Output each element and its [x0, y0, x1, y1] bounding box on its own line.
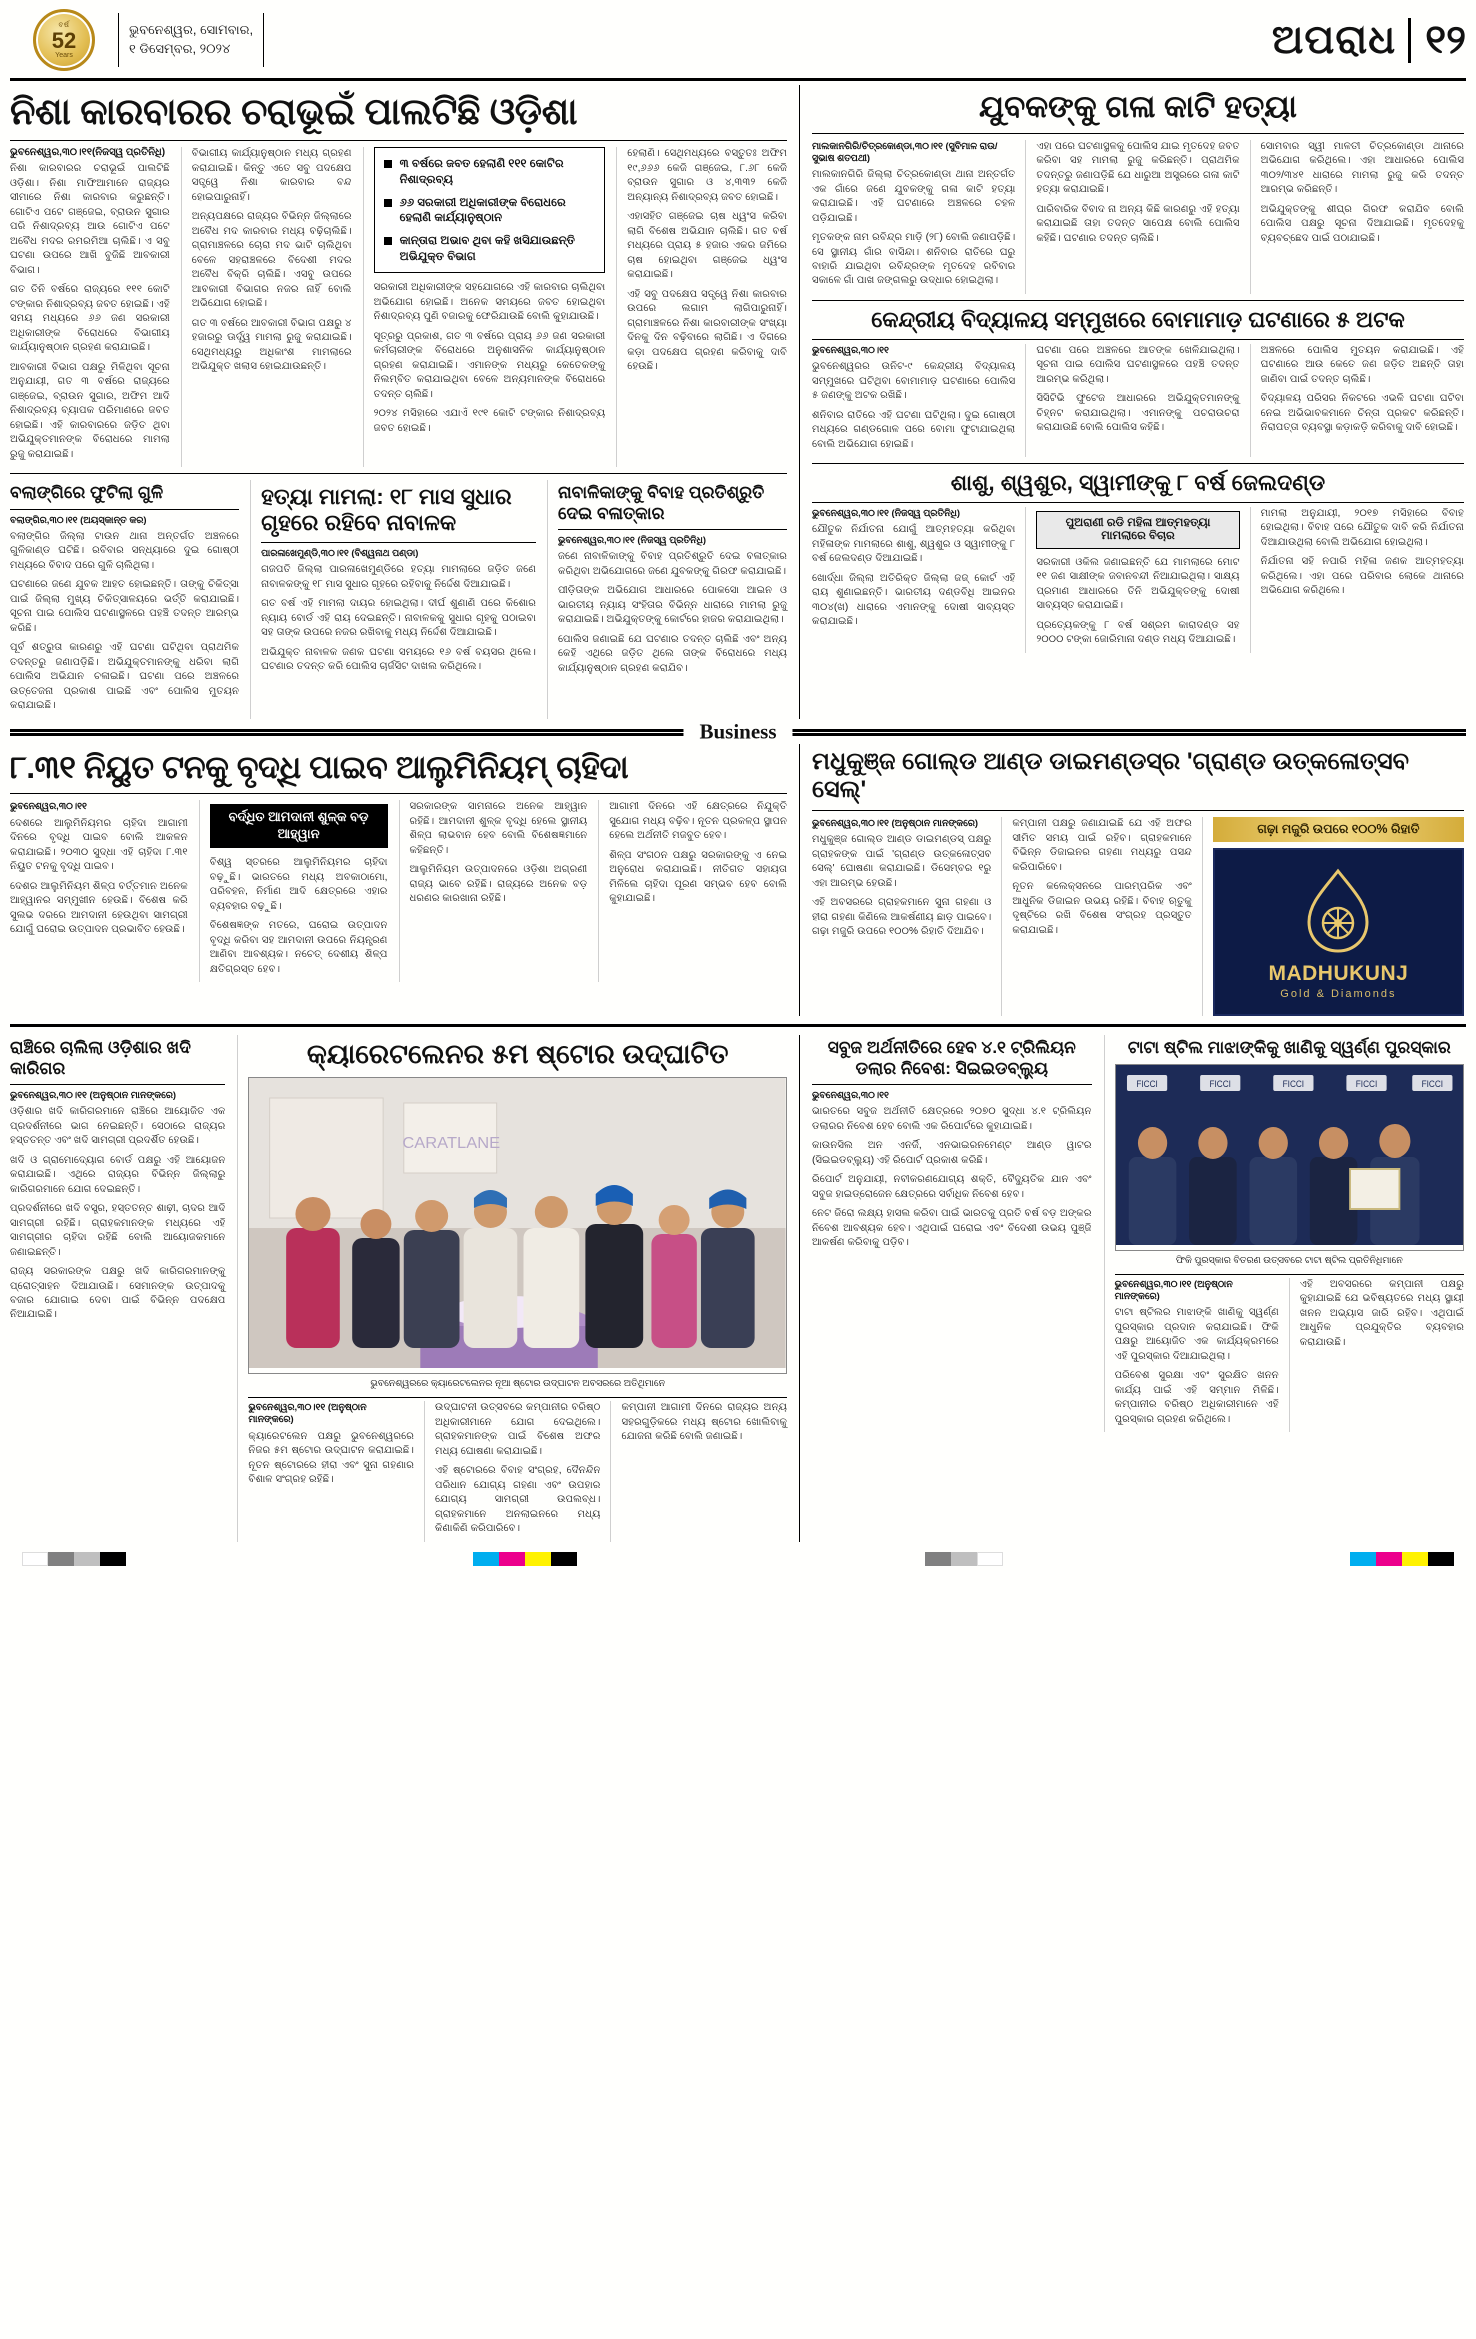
colorbar-swatch: [525, 1552, 551, 1566]
business-section-divider: [10, 719, 1466, 744]
sub-story-headline: ହତ୍ୟା ମାମଲା: ୧୮ ମାସ ସୁଧାର ଗୃହରେ ରହିବେ ନାବାଳକ: [261, 484, 512, 536]
tata-headline: ଟାଟା ଷ୍ଟିଲ ମାଝାଙ୍କିକୁ ଖାଣିକୁ ସ୍ୱର୍ଣ୍ଣ ପୁରସ୍କାର: [1127, 1038, 1451, 1058]
right-story-para: ନିର୍ଯାତନା ସହି ନପାରି ମହିଳା ଜଣକ ଆତ୍ମହତ୍ୟା କରିଥିଲେ। ଏହା ପରେ ପରିବାର ଲୋକେ ଥାନାରେ ଅଭିଯୋଗ କରିଥିଲେ।: [1260, 556, 1464, 597]
caratlane-dateline: ଭୁବନେଶ୍ୱର,୩୦।୧୧ (ଅନୁଷ୍ଠାନ ମାନଙ୍କରେ): [248, 1401, 367, 1425]
colorbar-swatch: [74, 1552, 100, 1566]
sub-story-para: ପୋଲିସ ଜଣାଇଛି ଯେ ଘଟଣାର ତଦନ୍ତ ଚାଲିଛି ଏବଂ ଅନ୍ୟ କେହି ଏଥିରେ ଜଡ଼ିତ ଥିଲେ ତାଙ୍କ ବିରୋଧରେ ମଧ୍ୟ କାର୍ଯ୍ୟାନୁଷ୍ଠାନ ଗ୍ରହଣ କରାଯିବ।: [557, 633, 787, 674]
right-lead-dateline: ମାଲକାନଗିରି/ଚିତ୍ରକୋଣ୍ଡା,୩୦।୧୧ (ସୁବିମାଳ ରାଉ/ସୁଭାଷ ଶତପଥୀ): [812, 139, 998, 163]
ad-offer-strip: ଗଢ଼ା ମଜୁରି ଉପରେ ୧୦୦% ରିହାତି: [1213, 817, 1464, 842]
sub-story-headline: ବଲାଙ୍ଗିରେ ଫୁଟିଲା ଗୁଳି: [10, 483, 164, 503]
colorbar-swatch: [551, 1552, 577, 1566]
lead-bullet: କାନ୍ତାରା ଅଭାବ ଥିବା କହି ଖସିଯାଉଛନ୍ତି ଅଭିଯୁକ୍ତ ବିଭାଗ: [384, 233, 596, 264]
right-story-para: ସରକାରୀ ଓକିଲ ଜଣାଇଛନ୍ତି ଯେ ମାମଲାରେ ମୋଟ ୧୧ ଜଣ ସାକ୍ଷୀଙ୍କ ଜବାନବନ୍ଦୀ ନିଆଯାଇଥିଲା। ସାକ୍ଷ୍ୟ ପ୍ରମାଣ ଆଧାରରେ ତିନି ଅଭିଯୁକ୍ତଙ୍କୁ ଦୋଷୀ ସାବ୍ୟସ୍ତ କରାଯାଇଛି।: [1036, 556, 1240, 612]
business-left-para: ଆଗାମୀ ଦିନରେ ଏହି କ୍ଷେତ୍ରରେ ନିଯୁକ୍ତି ସୁଯୋଗ ମଧ୍ୟ ବଢ଼ିବ। ନୂତନ ପ୍ରକଳ୍ପ ସ୍ଥାପନ ହେଲେ ଅର୍ଥନୀତି ମଜବୁତ ହେବ।: [609, 801, 787, 842]
tata-para: ଏହି ଅବସରରେ କମ୍ପାନୀ ପକ୍ଷରୁ କୁହାଯାଇଛି ଯେ ଭବିଷ୍ୟତରେ ମଧ୍ୟ ସ୍ଥାୟୀ ଖନନ ଅଭ୍ୟାସ ଜାରି ରହିବ। ଏଥିପାଇଁ ଆଧୁନିକ ପ୍ରଯୁକ୍ତିର ବ୍ୟବହାର କରାଯାଉଛି।: [1299, 1278, 1464, 1348]
business-left-para: ଦେଶର ଆଲୁମିନିୟମ ଶିଳ୍ପ ବର୍ତ୍ତମାନ ଅନେକ ଆହ୍ୱାନର ସମ୍ମୁଖୀନ ହେଉଛି। ବିଶେଷ କରି ସୁଲଭ ଦରରେ ଆମଦାନୀ ହେଉଥିବା ସାମଗ୍ରୀ ଯୋଗୁଁ ଘରୋଇ ଉତ୍ପାଦନ ପ୍ରଭାବିତ ହେଉଛି।: [10, 880, 188, 935]
caratlane-para: କମ୍ପାନୀ ଆଗାମୀ ଦିନରେ ରାଜ୍ୟର ଅନ୍ୟ ସହରଗୁଡ଼ିକରେ ମଧ୍ୟ ଷ୍ଟୋର ଖୋଲିବାକୁ ଯୋଜନା କରିଛି ବୋଲି ଜଣାଇଛି।: [621, 1402, 788, 1443]
sub-story-dateline: ପାରଳାଖେମୁଣ୍ଡି,୩୦।୧୧ (ବିଶ୍ୱନାଥ ପଣ୍ଡା): [261, 547, 419, 559]
lead-para: ଅନ୍ୟପକ୍ଷରେ ରାଜ୍ୟର ବିଭିନ୍ନ ଜିଲ୍ଲାରେ ଅବୈଧ ମଦ କାରବାର ମଧ୍ୟ ବଢ଼ିଚାଲିଛି। ଗ୍ରାମାଞ୍ଚଳରେ ଚୋରା ମଦ ଭାଟି ଚାଲିଥିବା ବେଳେ ସହରାଞ୍ଚଳରେ ବିଦେଶୀ ମଦର ଅବୈଧ ବିକ୍ରି ଚାଲିଛି। ଏସବୁ ଉପରେ ଆବକାରୀ ବିଭାଗର ନଜର ନାହିଁ ବୋଲି ଅଭିଯୋଗ ହୋଇଛି।: [191, 211, 352, 310]
colorbar-group-center: [473, 1552, 577, 1566]
lead-headline: ନିଶା କାରବାରର ଚରାଭୂଇଁ ପାଲଟିଛି ଓଡ଼ିଶା: [10, 91, 578, 132]
sub-story-dateline: ବଲାଙ୍ଗିର,୩୦।୧୧ (ଅୟସ୍କାନ୍ତ କର): [10, 513, 147, 525]
green-economy-headline: ସବୁଜ ଅର୍ଥନୀତିରେ ହେବ ୪.୧ ଟ୍ରିଲିୟନ ଡଲାର ନିବେଶ: ସିଇଇଡବ୍ଲ୍ୟୁ: [827, 1038, 1076, 1078]
tata-award-photo: [1115, 1064, 1464, 1251]
right-story-para: ଖୋର୍ଦ୍ଧା ଜିଲ୍ଲା ଅତିରିକ୍ତ ଜିଲ୍ଲା ଜଜ୍ କୋର୍ଟ ଏହି ରାୟ ଶୁଣାଇଛନ୍ତି। ଭାରତୀୟ ଦଣ୍ଡବିଧି ଆଇନର ୩୦୪(ଖ) ଧାରାରେ ଏମାନଙ୍କୁ ଦୋଷୀ ସାବ୍ୟସ୍ତ କରାଯାଇଛି।: [812, 572, 1016, 628]
right-lead-para: ଅଭିଯୁକ୍ତଙ୍କୁ ଶୀଘ୍ର ଗିରଫ କରାଯିବ ବୋଲି ପୋଲିସ ପକ୍ଷରୁ ସୂଚନା ଦିଆଯାଇଛି। ମୃତଦେହକୁ ବ୍ୟବଚ୍ଛେଦ ପାଇଁ ପଠାଯାଇଛି।: [1260, 203, 1464, 244]
khadi-para: ଓଡ଼ିଶାର ଖଦି କାରିଗରମାନେ ରାଞ୍ଚିରେ ଆୟୋଜିତ ଏକ ପ୍ରଦର୍ଶନୀରେ ଭାଗ ନେଇଛନ୍ତି। ସେଠାରେ ରାଜ୍ୟର ହସ୍ତତନ୍ତ ଏବଂ ଖଦି ସାମଗ୍ରୀ ପ୍ରଦର୍ଶିତ ହେଉଛି।: [10, 1106, 226, 1147]
right-story-dateline: ଭୁବନେଶ୍ୱର,୩୦।୧୧: [812, 343, 889, 355]
colorbar-swatch: [100, 1552, 126, 1566]
sub-story-para: ବଲାଙ୍ଗିର ଜିଲ୍ଲା ଟାଉନ ଥାନା ଅନ୍ତର୍ଗତ ଅଞ୍ଚଳରେ ଗୁଳିକାଣ୍ଡ ଘଟିଛି। ରବିବାର ସନ୍ଧ୍ୟାରେ ଦୁଇ ଗୋଷ୍ଠୀ ମଧ୍ୟରେ ବିବାଦ ପରେ ଗୁଳି ଚାଲିଥିଲା।: [10, 530, 240, 571]
right-lead-para: ମାଲକାନଗିରି ଜିଲ୍ଲା ଚିତ୍ରକୋଣ୍ଡା ଥାନା ଅନ୍ତର୍ଗତ ଏକ ଗାଁରେ ଜଣେ ଯୁବକଙ୍କୁ ଗଳା କାଟି ହତ୍ୟା କରାଯାଇଛି। ଏହି ଘଟଣାରେ ଅଞ୍ଚଳରେ ଚହଳ ପଡ଼ିଯାଇଛି।: [812, 169, 1016, 224]
right-lead-para: ପାରିବାରିକ ବିବାଦ ନା ଅନ୍ୟ କିଛି କାରଣରୁ ଏହି ହତ୍ୟା କରାଯାଇଛି ତାହା ତଦନ୍ତ ସାପେକ୍ଷ ବୋଲି ପୋଲିସ କହିଛି। ଘଟଣାର ତଦନ୍ତ ଚାଲିଛି।: [1036, 203, 1240, 244]
sub-story-para: ଗଜପତି ଜିଲ୍ଲା ପାରଳାଖେମୁଣ୍ଡିରେ ହତ୍ୟା ମାମଲାରେ ଜଡ଼ିତ ଜଣେ ନାବାଳକଙ୍କୁ ୧୮ ମାସ ସୁଧାର ଗୃହରେ ରହିବାକୁ ନିର୍ଦ୍ଦେଶ ଦିଆଯାଇଛି।: [261, 564, 536, 590]
lead-para: ବିଭାଗୀୟ କାର୍ଯ୍ୟାନୁଷ୍ଠାନ ମଧ୍ୟ ଗ୍ରହଣ କରାଯାଇଛି। କିନ୍ତୁ ଏତେ ସବୁ ପଦକ୍ଷେପ ସତ୍ତ୍ୱେ ନିଶା କାରବାର ବନ୍ଦ ହୋଇପାରୁନାହିଁ।: [191, 148, 352, 203]
business-right: [800, 744, 1464, 1017]
lead-bullet: ୬୬ ସରକାରୀ ଅଧିକାରୀଙ୍କ ବିରୋଧରେ ହେଲାଣି କାର୍ଯ୍ୟାନୁଷ୍ଠାନ: [384, 195, 596, 226]
green-economy-dateline: ଭୁବନେଶ୍ୱର,୩୦।୧୧: [812, 1088, 889, 1100]
svg-text:FICCI: FICCI: [1282, 1078, 1304, 1089]
lead-bullet: ୩ ବର୍ଷରେ ଜବତ ହେଲାଣି ୧୧୧ କୋଟିର ନିଶାଦ୍ରବ୍ୟ: [384, 156, 596, 187]
colorbar-swatch: [1428, 1552, 1454, 1566]
top-area: [10, 85, 1466, 719]
caratlane-para: ଉଦ୍‌ଘାଟନୀ ଉତ୍ସବରେ କମ୍ପାନୀର ବରିଷ୍ଠ ଅଧିକାରୀମାନେ ଯୋଗ ଦେଇଥିଲେ। ଗ୍ରାହକମାନଙ୍କ ପାଇଁ ବିଶେଷ ଅଫର ମଧ୍ୟ ଘୋଷଣା କରାଯାଇଛି।: [434, 1402, 601, 1457]
right-story-para: ଘଟଣା ପରେ ଅଞ୍ଚଳରେ ଆତଙ୍କ ଖେଳିଯାଇଥିଲା। ସୂଚନା ପାଇ ପୋଲିସ ଘଟଣାସ୍ଥଳରେ ପହଞ୍ଚି ତଦନ୍ତ ଆରମ୍ଭ କରିଥିଲା।: [1036, 344, 1240, 385]
medal-number: 52: [51, 27, 77, 53]
caratlane-para: ଏହି ଷ୍ଟୋରରେ ବିବାହ ସଂଗ୍ରହ, ଦୈନନ୍ଦିନ ପରିଧାନ ଯୋଗ୍ୟ ଗହଣା ଏବଂ ଉପହାର ଯୋଗ୍ୟ ସାମଗ୍ରୀ ଉପଲବ୍ଧ। ଗ୍ରାହକମାନେ ଅନଲାଇନରେ ମଧ୍ୟ କିଣାକିଣି କରିପାରିବେ।: [434, 1465, 601, 1535]
business-right-headline: ମଧୁକୁଞ୍ଜ ଗୋଲ୍ଡ ଆଣ୍ଡ ଡାଇମଣ୍ଡସ୍‌ର 'ଗ୍ରାଣ୍ଡ ଉତ୍କଳୋତ୍ସବ ସେଲ୍': [812, 747, 1410, 803]
right-stack: [800, 85, 1464, 719]
right-story-para: ମାମଲା ଅନୁଯାୟୀ, ୨୦୧୭ ମସିହାରେ ବିବାହ ହୋଇଥିଲା। ବିବାହ ପରେ ଯୌତୁକ ଦାବି କରି ନିର୍ଯାତନା ଦିଆଯାଉଥିଲା ବୋଲି ଅଭିଯୋଗ ହୋଇଥିଲା।: [1260, 507, 1464, 548]
masthead-date: ୧ ଡିସେମ୍ବର, ୨୦୨୪: [129, 41, 231, 56]
lead-para: ଗତ ୩ ବର୍ଷରେ ଆବକାରୀ ବିଭାଗ ପକ୍ଷରୁ ୪ ହଜାରରୁ ଊର୍ଦ୍ଧ୍ୱ ମାମଲା ରୁଜୁ କରାଯାଇଛି। ସେଥିମଧ୍ୟରୁ ଅଧିକାଂଶ ମାମଲାରେ ଅଭିଯୁକ୍ତ ଖଲାସ ହୋଇଯାଉଛନ୍ତି।: [191, 317, 352, 373]
right-story-para: ଭୁବନେଶ୍ୱରର ଉନିଟ-୯ କେନ୍ଦ୍ରୀୟ ବିଦ୍ୟାଳୟ ସମ୍ମୁଖରେ ଘଟିଥିବା ବୋମାମାଡ଼ ଘଟଣାରେ ପୋଲିସ ୫ ଜଣଙ୍କୁ ଅଟକ ରଖିଛି।: [812, 361, 1016, 402]
right-story-headline: କେନ୍ଦ୍ରୀୟ ବିଦ୍ୟାଳୟ ସମ୍ମୁଖରେ ବୋମାମାଡ଼ ଘଟଣାରେ ୫ ଅଟକ: [871, 306, 1405, 332]
business-left-para: ଆଲୁମିନିୟମ ଉତ୍ପାଦନରେ ଓଡ଼ିଶା ଅଗ୍ରଣୀ ରାଜ୍ୟ ଭାବେ ରହିଛି। ରାଜ୍ୟରେ ଅନେକ ବଡ଼ ଧରଣର କାରଖାନା ରହିଛି।: [409, 864, 588, 905]
business-left-para: ବିଶ୍ୱ ସ୍ତରରେ ଆଲୁମିନିୟମର ଚାହିଦା ବଢ଼ୁଛି। ଭାରତରେ ମଧ୍ୟ ଅବକାଠାମୋ, ପରିବହନ, ନିର୍ମାଣ ଆଦି କ୍ଷେତ୍ରରେ ଏହାର ବ୍ୟବହାର ବଢ଼ୁଛି।: [209, 857, 388, 912]
caratlane-photo: [248, 1077, 787, 1374]
lead-dateline: ଭୁବନେଶ୍ୱର,୩୦।୧୧(ନିଜସ୍ୱ ପ୍ରତିନିଧି): [10, 147, 166, 159]
sub-story-3: [547, 480, 787, 718]
lead-para: ଏହି ସବୁ ପଦକ୍ଷେପ ସତ୍ତ୍ୱେ ନିଶା କାରବାର ଉପରେ ଲଗାମ ଲାଗିପାରୁନାହିଁ। ଗ୍ରାମାଞ୍ଚଳରେ ନିଶା କାରବାରୀଙ୍କ ସଂଖ୍ୟା ଦିନକୁ ଦିନ ବଢ଼ିବାରେ ଲାଗିଛି। ଏ ଦିଗରେ କଡ଼ା ପଦକ୍ଷେପ ଗ୍ରହଣ କରିବାକୁ ଦାବି ହେଉଛି।: [627, 288, 788, 373]
right-story-dateline: ଭୁବନେଶ୍ୱର,୩୦।୧୧ (ନିଜସ୍ୱ ପ୍ରତିନିଧି): [812, 506, 961, 518]
business-right-para: ମଧୁକୁଞ୍ଜ ଗୋଲ୍ଡ ଆଣ୍ଡ ଡାଇମଣ୍ଡସ୍ ପକ୍ଷରୁ ଗ୍ରାହକଙ୍କ ପାଇଁ 'ଗ୍ରାଣ୍ଡ ଉତ୍କଳୋତ୍ସବ ସେଲ୍' ଘୋଷଣା କରାଯାଇଛି। ଡିସେମ୍ବର ୧ରୁ ଏହା ଆରମ୍ଭ ହେଉଛି।: [812, 834, 992, 889]
sub-story-para: ଗତ ବର୍ଷ ଏହି ମାମଲା ଦାୟର ହୋଇଥିଲା। ଦୀର୍ଘ ଶୁଣାଣି ପରେ କିଶୋର ନ୍ୟାୟ ବୋର୍ଡ ଏହି ରାୟ ଦେଇଛନ୍ତି। ନାବାଳକକୁ ସୁଧାର ଗୃହକୁ ପଠାଇବା ସହ ତାଙ୍କ ଉପରେ ନଜର ରଖିବାକୁ ମଧ୍ୟ ନିର୍ଦ୍ଦେଶ ଦିଆଯାଇଛି।: [261, 598, 536, 639]
colorbar-swatch: [473, 1552, 499, 1566]
lead-para: ହେଲାଣି। ସେଥିମଧ୍ୟରେ ବସ୍ତୁତଃ ଅଫିମ ୧୯,୬୬୬ କେଜି ଗଞ୍ଜେଇ, ୮.୬୮ କେଜି ବ୍ରାଉନ ସୁଗାର ଓ ୪,୩୩୨ କେଜି ଅନ୍ୟାନ୍ୟ ନିଶାଦ୍ରବ୍ୟ ଜବତ ହୋଇଛି।: [627, 148, 788, 203]
khadi-para: ରାଜ୍ୟ ସରକାରଙ୍କ ପକ୍ଷରୁ ଖଦି କାରିଗରମାନଙ୍କୁ ପ୍ରୋତ୍ସାହନ ଦିଆଯାଉଛି। ସେମାନଙ୍କ ଉତ୍ପାଦକୁ ବଜାର ଯୋଗାଇ ଦେବା ପାଇଁ ବିଭିନ୍ନ ପଦକ୍ଷେପ ନିଆଯାଇଛି।: [10, 1266, 226, 1321]
business-right-para: କମ୍ପାନୀ ପକ୍ଷରୁ ଜଣାଯାଇଛି ଯେ ଏହି ଅଫର ସୀମିତ ସମୟ ପାଇଁ ରହିବ। ଗ୍ରାହକମାନେ ବିଭିନ୍ନ ଡିଜାଇନର ଗହଣା ମଧ୍ୟରୁ ପସନ୍ଦ କରିପାରିବେ।: [1012, 818, 1192, 873]
lead-bullet-box: [374, 147, 606, 273]
business-left-para: ସରକାରଙ୍କ ସାମନାରେ ଅନେକ ଆହ୍ୱାନ ରହିଛି। ଆମଦାନୀ ଶୁଳ୍କ ବୃଦ୍ଧି ହେଲେ ସ୍ଥାନୀୟ ଶିଳ୍ପ ଲାଭବାନ ହେବ ବୋଲି ବିଶେଷଜ୍ଞମାନେ କହିଛନ୍ତି।: [409, 801, 588, 856]
story-green-economy: [812, 1035, 1092, 1432]
business-left-headline: ୮.୩୧ ନିୟୁତ ଟନକୁ ବୃଦ୍ଧି ପାଇବ ଆଲୁମିନିୟମ୍ ଚାହିଦା: [10, 748, 629, 785]
lead-para: ଗତ ତିନି ବର୍ଷରେ ରାଜ୍ୟରେ ୧୧୧ କୋଟି ଟଙ୍କାର ନିଶାଦ୍ରବ୍ୟ ଜବତ ହୋଇଛି। ଏହି ସମୟ ମଧ୍ୟରେ ୬୬ ଜଣ ସରକାରୀ ଅଧିକାରୀଙ୍କ ବିରୋଧରେ ବିଭାଗୀୟ କାର୍ଯ୍ୟାନୁଷ୍ଠାନ ଗ୍ରହଣ କରାଯାଇଛି।: [10, 284, 170, 354]
right-story-bomb: [812, 307, 1464, 457]
colorbar-swatch: [1376, 1552, 1402, 1566]
svg-text:FICCI: FICCI: [1421, 1078, 1443, 1089]
sub-story-para: ଅଭିଯୁକ୍ତ ନାବାଳକ ଜଣକ ଘଟଣା ସମୟରେ ୧୬ ବର୍ଷ ବୟସର ଥିଲେ। ଘଟଣାର ତଦନ୍ତ କରି ପୋଲିସ ଚାର୍ଜସିଟ ଦାଖଲ କରିଥିଲେ।: [261, 646, 536, 673]
bottom-area: [10, 1035, 1466, 1541]
colorbar-swatch: [925, 1552, 951, 1566]
sub-story-para: ଘଟଣାରେ ଜଣେ ଯୁବକ ଆହତ ହୋଇଛନ୍ତି। ତାଙ୍କୁ ଚିକିତ୍ସା ପାଇଁ ଜିଲ୍ଲା ମୁଖ୍ୟ ଚିକିତ୍ସାଳୟରେ ଭର୍ତ୍ତି କରାଯାଇଛି। ସୂଚନା ପାଇ ପୋଲିସ ଘଟଣାସ୍ଥଳରେ ପହଞ୍ଚି ତଦନ୍ତ ଆରମ୍ଭ କରିଛି।: [10, 579, 240, 634]
sub-story-1: [10, 480, 239, 718]
right-story-sentence: [812, 470, 1464, 653]
right-lead-col-1: [812, 140, 1015, 294]
caratlane-headline: କ୍ୟାରେଟଲେନର ୫ମ ଷ୍ଟୋର ଉଦ୍‌ଘାଟିତ: [306, 1039, 729, 1070]
colorbar-swatch: [499, 1552, 525, 1566]
green-economy-para: ରିପୋର୍ଟ ଅନୁଯାୟୀ, ନବୀକରଣଯୋଗ୍ୟ ଶକ୍ତି, ବୈଦ୍ୟୁତିକ ଯାନ ଏବଂ ସବୁଜ ହାଇଡ୍ରୋଜେନ କ୍ଷେତ୍ରରେ ସର୍ବାଧିକ ନିବେଶ ହେବ।: [812, 1174, 1092, 1200]
business-left-dateline: ଭୁବନେଶ୍ୱର,୩୦।୧୧: [10, 800, 87, 812]
colorbar-swatch: [1350, 1552, 1376, 1566]
bottom-right-block: [800, 1035, 1464, 1541]
khadi-para: ଖଦି ଓ ଗ୍ରାମୋଦ୍ୟୋଗ ବୋର୍ଡ ପକ୍ଷରୁ ଏହି ଆୟୋଜନ କରାଯାଇଛି। ଏଥିରେ ରାଜ୍ୟର ବିଭିନ୍ନ ଜିଲ୍ଲାରୁ କାରିଗରମାନେ ଯୋଗ ଦେଇଛନ୍ତି।: [10, 1154, 226, 1195]
colorbar-group-right: [1350, 1552, 1454, 1566]
caratlane-photo-caption: ଭୁବନେଶ୍ୱରରେ କ୍ୟାରେଟଲେନର ନୂଆ ଷ୍ଟୋର ଉଦ୍‌ଘାଟନ ଅବସରରେ ଅତିଥିମାନେ: [370, 1377, 666, 1389]
business-label: Business: [683, 720, 792, 745]
colorbar-swatch: [951, 1552, 977, 1566]
section-title: ଅପରାଧ: [1271, 17, 1397, 62]
colorbar-swatch: [1402, 1552, 1428, 1566]
right-story-para: ଶନିବାର ରାତିରେ ଏହି ଘଟଣା ଘଟିଥିଲା। ଦୁଇ ଗୋଷ୍ଠୀ ମଧ୍ୟରେ ଗଣ୍ଡଗୋଳ ପରେ ବୋମା ଫୁଟାଯାଇଥିଲା ବୋଲି ଅଭିଯୋଗ ହୋଇଛି।: [812, 409, 1016, 450]
right-lead-col-3: [1250, 140, 1464, 294]
story-khadi: [10, 1035, 225, 1541]
tata-para: ଟାଟା ଷ୍ଟିଲର ମାଝାଙ୍କି ଖାଣିକୁ ସ୍ୱର୍ଣ୍ଣ ପୁରସ୍କାର ପ୍ରଦାନ କରାଯାଇଛି। ଫିକି ପକ୍ଷରୁ ଆୟୋଜିତ ଏକ କାର୍ଯ୍ୟକ୍ରମରେ ଏହି ପୁରସ୍କାର ଦିଆଯାଇଥିଲା।: [1114, 1307, 1279, 1362]
ad-brand-name: MADHUKUNJ: [1268, 962, 1409, 986]
business-left-para: ଦେଶରେ ଆଲୁମିନିୟମର ଚାହିଦା ଆଗାମୀ ଦିନରେ ବୃଦ୍ଧି ପାଇବ ବୋଲି ଆକଳନ କରାଯାଇଛି। ୨୦୩୦ ସୁଦ୍ଧା ଏହି ଚାହିଦା ୮.୩୧ ନିୟୁତ ଟନକୁ ବୃଦ୍ଧି ପାଇବ।: [10, 817, 188, 873]
colorbar-swatch: [22, 1552, 48, 1566]
colorbar-swatch: [977, 1552, 1003, 1566]
lead-column-2: [181, 147, 352, 467]
business-area: [10, 744, 1466, 1017]
lead-para: ଏହାସହିତ ଗଞ୍ଜେଇ ଚାଷ ଧ୍ୱଂସ କରିବା ଲାଗି ବିଶେଷ ଅଭିଯାନ ଚାଲିଛି। ଗତ ବର୍ଷ ମଧ୍ୟରେ ପ୍ରାୟ ୫ ହଜାର ଏକର ଜମିରେ ଚାଷ ହୋଇଥିବା ଗଞ୍ଜେଇ ଧ୍ୱଂସ କରାଯାଇଛି।: [627, 211, 788, 281]
story-caratlane: [237, 1035, 787, 1541]
caratlane-para: କ୍ୟାରେଟଲେନ ପକ୍ଷରୁ ଭୁବନେଶ୍ୱରରେ ନିଜର ୫ମ ଷ୍ଟୋର ଉଦ୍‌ଘାଟନ କରାଯାଇଛି। ନୂତନ ଷ୍ଟୋରରେ ହୀରା ଏବଂ ସୁନା ଗହଣାର ବିଶାଳ ସଂଗ୍ରହ ରହିଛି।: [248, 1430, 414, 1486]
tata-dateline: ଭୁବନେଶ୍ୱର,୩୦।୧୧ (ଅନୁଷ୍ଠାନ ମାନଙ୍କରେ): [1114, 1277, 1233, 1301]
business-right-para: ଏହି ଅବସରରେ ଗ୍ରାହକମାନେ ସୁନା ଗହଣା ଓ ହୀରା ଗହଣା କିଣିଲେ ଆକର୍ଷଣୀୟ ଛାଡ଼ ପାଇବେ। ଗଢ଼ା ମଜୁରି ଉପରେ ୧୦୦% ରିହାତି ଦିଆଯିବ।: [812, 897, 992, 938]
color-registration-bars: [10, 1542, 1466, 1572]
right-story-kicker: ପୁଅରାଣୀ ରଡି ମହିଳା ଆତ୍ମହତ୍ୟା ମାମଲାରେ ବିଚାର: [1036, 511, 1239, 549]
svg-text:FICCI: FICCI: [1135, 1078, 1158, 1089]
lead-para: ଆବକାରୀ ବିଭାଗ ପକ୍ଷରୁ ମିଳିଥିବା ସୂଚନା ଅନୁଯାୟୀ, ଗତ ୩ ବର୍ଷରେ ରାଜ୍ୟରେ ଗଞ୍ଜେଇ, ବ୍ରାଉନ ସୁଗାର, ଅଫିମ ଆଦି ନିଶାଦ୍ରବ୍ୟ ବ୍ୟାପକ ପରିମାଣରେ ଜବତ ହୋଇଛି। ଏହି କାରବାରରେ ଜଡ଼ିତ ଥିବା ଅଭିଯୁକ୍ତମାନଙ୍କ ବିରୋଧରେ ମାମଲା ରୁଜୁ କରାଯାଇଛି।: [10, 361, 170, 460]
story-tata-steel: [1104, 1035, 1464, 1432]
right-story-para: ପ୍ରତ୍ୟେକଙ୍କୁ ୮ ବର୍ଷ ସଶ୍ରମ କାରାଦଣ୍ଡ ସହ ୨୦୦୦ ଟଙ୍କା ଜୋରିମାନା ଦଣ୍ଡ ମଧ୍ୟ ଦିଆଯାଇଛି।: [1036, 619, 1240, 646]
lead-story: [10, 85, 800, 719]
sub-story-para: ପୂର୍ବ ଶତ୍ରୁତା କାରଣରୁ ଏହି ଘଟଣା ଘଟିଥିବା ପ୍ରାଥମିକ ତଦନ୍ତରୁ ଜଣାପଡ଼ିଛି। ଅଭିଯୁକ୍ତମାନଙ୍କୁ ଧରିବା ଲାଗି ପୋଲିସ ଅଭିଯାନ ଚଳାଇଛି। ଘଟଣା ପରେ ଅଞ୍ଚଳରେ ଉତ୍ତେଜନା ପ୍ରକାଶ ପାଇଛି ଏବଂ ପୋଲିସ ମୁତୟନ କରାଯାଇଛି।: [10, 642, 240, 712]
ad-brand-tagline: Gold & Diamonds: [1280, 988, 1397, 1001]
right-story-para: ବିଦ୍ୟାଳୟ ପରିସର ନିକଟରେ ଏଭଳି ଘଟଣା ଘଟିବା ନେଇ ଅଭିଭାବକମାନେ ଚିନ୍ତା ପ୍ରକଟ କରିଛନ୍ତି। ନିରାପତ୍ତା ବ୍ୟବସ୍ଥା କଡ଼ାକଡ଼ି କରିବାକୁ ଦାବି ହୋଇଛି।: [1260, 393, 1464, 434]
lead-para: ୨୦୨୪ ମସିହାରେ ଏଯାଏଁ ୧୯୧ କୋଟି ଟଙ୍କାର ନିଶାଦ୍ରବ୍ୟ ଜବତ ହୋଇଛି।: [373, 408, 606, 434]
sub-story-2: [250, 480, 536, 718]
khadi-dateline: ଭୁବନେଶ୍ୱର,୩୦।୧୧ (ଅନୁଷ୍ଠାନ ମାନଙ୍କରେ): [10, 1088, 177, 1100]
right-lead-para: ସୋମବାର ସ୍ୱୀ ମାଳତୀ ଚିତ୍ରକୋଣ୍ଡା ଥାନାରେ ଅଭିଯୋଗ କରିଥିଲେ। ଏହା ଆଧାରରେ ପୋଲିସ ୩୦୨/୩୪୧ ଧାରାରେ ମାମଲା ରୁଜୁ କରି ତଦନ୍ତ ଆରମ୍ଭ କରିଛନ୍ତି।: [1260, 140, 1464, 196]
masthead-place: ଭୁବନେଶ୍ୱର, ସୋମବାର,: [129, 22, 254, 38]
colorbar-group-left: [22, 1552, 126, 1566]
tata-para: ପରିବେଶ ସୁରକ୍ଷା ଏବଂ ସୁରକ୍ଷିତ ଖନନ କାର୍ଯ୍ୟ ପାଇଁ ଏହି ସମ୍ମାନ ମିଳିଛି। କମ୍ପାନୀର ବରିଷ୍ଠ ଅଧିକାରୀମାନେ ଏହି ପୁରସ୍କାର ଗ୍ରହଣ କରିଥିଲେ।: [1114, 1370, 1279, 1425]
lead-column-1: [10, 147, 170, 467]
right-story-para: ଅଞ୍ଚଳରେ ପୋଲିସ ମୁତୟନ କରାଯାଇଛି। ଏହି ଘଟଣାରେ ଆଉ କେତେ ଜଣ ଜଡ଼ିତ ଅଛନ୍ତି ତାହା ଜାଣିବା ପାଇଁ ତଦନ୍ତ ଚାଲିଛି।: [1260, 344, 1464, 385]
business-left-para: ଶିଳ୍ପ ସଂଗଠନ ପକ୍ଷରୁ ସରକାରଙ୍କୁ ଏ ନେଇ ଅନୁରୋଧ କରାଯାଇଛି। ନୀତିଗତ ସହାୟତା ମିଳିଲେ ଚାହିଦା ପୂରଣ ସମ୍ଭବ ହେବ ବୋଲି କୁହାଯାଇଛି।: [609, 849, 787, 905]
lead-para: ନିଶା କାରବାରର ଚରାଭୂଇଁ ପାଲଟିଛି ଓଡ଼ିଶା। ନିଶା ମାଫିଆମାନେ ରାଜ୍ୟର ସୀମାରେ ନିଶା କାରବାର କରୁଛନ୍ତି। ଗୋଟିଏ ପଟେ ଗଞ୍ଜେଇ, ବ୍ରାଉନ ସୁଗାର ପରି ନିଶାଦ୍ରବ୍ୟ ଆଉ ଗୋଟିଏ ପଟେ ଅବୈଧ ମଦର ରମରମିଆ ଚାଲିଛି। ଏ ସବୁ ଘଟଣା ଉପରେ ଆଖି ବୁଜିଛି ଆବକାରୀ ବିଭାଗ।: [10, 163, 170, 276]
sub-story-dateline: ଭୁବନେଶ୍ୱର,୩୦।୧୧ (ନିଜସ୍ୱ ପ୍ରତିନିଧି): [557, 533, 706, 545]
right-story-para: ସିସିଟିଭି ଫୁଟେଜ ଆଧାରରେ ଅଭିଯୁକ୍ତମାନଙ୍କୁ ଚିହ୍ନଟ କରାଯାଇଥିଲା। ଏମାନଙ୍କୁ ପଚରାଉଚରା କରାଯାଉଛି ବୋଲି ପୋଲିସ କହିଛି।: [1036, 393, 1240, 434]
business-left-para: ବିଶେଷଜ୍ଞଙ୍କ ମତରେ, ଘରୋଇ ଉତ୍ପାଦନ ବୃଦ୍ଧି କରିବା ସହ ଆମଦାନୀ ଉପରେ ନିୟନ୍ତ୍ରଣ ଆଣିବା ଆବଶ୍ୟକ। ନଚେତ୍ ଦେଶୀୟ ଶିଳ୍ପ କ୍ଷତିଗ୍ରସ୍ତ ହେବ।: [209, 920, 388, 975]
bottom-left-block: [10, 1035, 800, 1541]
right-story-para: ଯୌତୁକ ନିର୍ଯାତନା ଯୋଗୁଁ ଆତ୍ମହତ୍ୟା କରିଥିବା ମହିଳାଙ୍କ ମାମଲାରେ ଶାଶୁ, ଶ୍ୱଶୁର ଓ ସ୍ୱାମୀଙ୍କୁ ୮ ବର୍ଷ ଜେଲଦଣ୍ଡ ଦିଆଯାଇଛି।: [812, 524, 1016, 565]
masthead: [10, 8, 1466, 81]
business-left: [10, 744, 800, 1017]
right-lead-headline: ଯୁବକଙ୍କୁ ଗଳା କାଟି ହତ୍ୟା: [979, 89, 1297, 124]
business-right-dateline: ଭୁବନେଶ୍ୱର,୩୦।୧୧ (ଅନୁଷ୍ଠାନ ମାନଙ୍କରେ): [812, 817, 979, 829]
sub-story-para: ଜଣେ ନାବାଳିକାଙ୍କୁ ବିବାହ ପ୍ରତିଶ୍ରୁତି ଦେଇ ବଳାତ୍କାର କରିଥିବା ଅଭିଯୋଗରେ ଜଣେ ଯୁବକଙ୍କୁ ଗିରଫ କରାଯାଇଛି।: [557, 551, 787, 577]
khadi-para: ପ୍ରଦର୍ଶନୀରେ ଖଦି ବସ୍ତ୍ର, ହସ୍ତତନ୍ତ ଶାଢ଼ୀ, ଚାଦର ଆଦି ସାମଗ୍ରୀ ରହିଛି। ଗ୍ରାହକମାନଙ୍କ ମଧ୍ୟରେ ଏହି ସାମଗ୍ରୀର ଚାହିଦା ରହିଛି ବୋଲି ଆୟୋଜକମାନେ ଜଣାଇଛନ୍ତି।: [10, 1203, 226, 1258]
svg-text:FICCI: FICCI: [1209, 1078, 1231, 1089]
lead-column-3: [363, 147, 606, 467]
masthead-place-date: [118, 13, 264, 67]
green-economy-para: ଭାରତରେ ସବୁଜ ଅର୍ଥନୀତି କ୍ଷେତ୍ରରେ ୨୦୭୦ ସୁଦ୍ଧା ୪.୧ ଟ୍ରିଲିୟନ ଡଲାରର ନିବେଶ ହେବ ବୋଲି ଏକ ରିପୋର୍ଟରେ କୁହାଯାଇଛି।: [812, 1106, 1092, 1132]
lead-para: ସୂତ୍ରରୁ ପ୍ରକାଶ, ଗତ ୩ ବର୍ଷରେ ପ୍ରାୟ ୬୬ ଜଣ ସରକାରୀ କର୍ମଚାରୀଙ୍କ ବିରୋଧରେ ଅନୁଶାସନିକ କାର୍ଯ୍ୟାନୁଷ୍ଠାନ ଗ୍ରହଣ କରାଯାଇଛି। ଏମାନଙ୍କ ମଧ୍ୟରୁ କେତେକଙ୍କୁ ନିଲମ୍ବିତ କରାଯାଇଥିବା ବେଳେ ଅନ୍ୟମାନଙ୍କ ବିରୋଧରେ ତଦନ୍ତ ଚାଲିଛି।: [373, 330, 606, 400]
svg-text:FICCI: FICCI: [1355, 1078, 1377, 1089]
green-economy-para: କାଉନସିଲ ଅନ ଏନର୍ଜି, ଏନଭାଇରନମେଣ୍ଟ ଆଣ୍ଡ ୱାଟର (ସିଇଇଡବ୍ଲ୍ୟୁ) ଏହି ରିପୋର୍ଟ ପ୍ରକାଶ କରିଛି।: [812, 1140, 1092, 1166]
right-lead-para: ଏହା ପରେ ଘଟଣାସ୍ଥଳକୁ ପୋଲିସ ଯାଇ ମୃତଦେହ ଜବତ କରିବା ସହ ମାମଲା ରୁଜୁ କରିଛନ୍ତି। ପ୍ରାଥମିକ ତଦନ୍ତରୁ ଜଣାପଡ଼ିଛି ଯେ ଧାରୁଆ ଅସ୍ତ୍ରରେ ଗଳା କାଟି ହତ୍ୟା କରାଯାଇଛି।: [1036, 140, 1240, 196]
colorbar-swatch: [48, 1552, 74, 1566]
lead-column-4: [616, 147, 787, 467]
medal-top-label: ବର୍ଷ: [58, 21, 70, 29]
page-number: ୧୨: [1408, 18, 1466, 63]
sub-story-para: ପୀଡ଼ିତାଙ୍କ ଅଭିଯୋଗ ଆଧାରରେ ପୋକସୋ ଆଇନ ଓ ଭାରତୀୟ ନ୍ୟାୟ ସଂହିତାର ବିଭିନ୍ନ ଧାରାରେ ମାମଲା ରୁଜୁ କରାଯାଇଛି। ଅଭିଯୁକ୍ତଙ୍କୁ କୋର୍ଟରେ ହାଜର କରାଯାଇଥିଲା।: [557, 585, 787, 626]
tata-photo-caption: ଫିକି ପୁରସ୍କାର ବିତରଣ ଉତ୍ସବରେ ଟାଟା ଷ୍ଟିଲ ପ୍ରତିନିଧିମାନେ: [1175, 1253, 1403, 1265]
khadi-headline: ରାଞ୍ଚିରେ ଚାଲିଲା ଓଡ଼ିଶାର ଖଦି କାରିଗର: [10, 1038, 191, 1078]
madhukunj-logo-icon: [1299, 868, 1377, 954]
lead-para: ସରକାରୀ ଅଧିକାରୀଙ୍କ ସହଯୋଗରେ ଏହି କାରବାର ଚାଲିଥିବା ଅଭିଯୋଗ ହୋଇଛି। ଅନେକ ସମୟରେ ଜବତ ହୋଇଥିବା ନିଶାଦ୍ରବ୍ୟ ପୁଣି ବଜାରକୁ ଫେରିଯାଉଛି ବୋଲି କୁହାଯାଉଛି।: [373, 282, 606, 323]
right-lead-para: ମୃତକଙ୍କ ନାମ ରବିନ୍ଦ୍ର ମାଡ଼ି (୨୮) ବୋଲି ଜଣାପଡ଼ିଛି। ସେ ସ୍ଥାନୀୟ ଗାଁର ବାସିନ୍ଦା। ଶନିବାର ରାତିରେ ଘରୁ ବାହାରି ଯାଇଥିବା ରବିନ୍ଦ୍ରଙ୍କ ମୃତଦେହ ରବିବାର ସକାଳେ ଗାଁ ପାଖ ଜଙ୍ଗଲରୁ ଉଦ୍ଧାର ହୋଇଥିଲା।: [812, 232, 1016, 287]
medal-bottom-label: Years: [55, 51, 73, 59]
business-left-kicker: ବର୍ଦ୍ଧିତ ଆମଦାନୀ ଶୁଳ୍କ ବଡ଼ ଆହ୍ୱାନ: [210, 804, 388, 848]
sub-story-headline: ନାବାଳିକାଙ୍କୁ ବିବାହ ପ୍ରତିଶ୍ରୁତି ଦେଇ ବଳାତ୍କାର: [557, 483, 765, 523]
svg-text:CARATLANE: CARATLANE: [402, 1134, 501, 1152]
colorbar-group-center2: [925, 1552, 1003, 1566]
anniversary-medallion: [10, 8, 118, 72]
right-story-headline: ଶାଶୁ, ଶ୍ୱଶୁର, ସ୍ୱାମୀଙ୍କୁ ୮ ବର୍ଷ ଜେଲଦଣ୍ଡ: [950, 470, 1326, 496]
green-economy-para: ନେଟ ଜିରୋ ଲକ୍ଷ୍ୟ ହାସଲ କରିବା ପାଇଁ ଭାରତକୁ ପ୍ରତି ବର୍ଷ ବଡ଼ ଅଙ୍କର ନିବେଶ ଆବଶ୍ୟକ ହେବ। ଏଥିପାଇଁ ଘରୋଇ ଏବଂ ବିଦେଶୀ ଉଭୟ ପୁଞ୍ଜି ଆକର୍ଷଣ କରିବାକୁ ପଡ଼ିବ।: [812, 1208, 1092, 1249]
right-lead-col-2: [1025, 140, 1239, 294]
madhukunj-advertisement[interactable]: [1202, 817, 1464, 1016]
business-right-para: ନୂତନ କଲେକ୍ସନରେ ପାରମ୍ପରିକ ଏବଂ ଆଧୁନିକ ଡିଜାଇନ ଉଭୟ ରହିଛି। ବିବାହ ଋତୁକୁ ଦୃଷ୍ଟିରେ ରଖି ବିଶେଷ ସଂଗ୍ରହ ପ୍ରସ୍ତୁତ କରାଯାଇଛି।: [1012, 881, 1192, 936]
